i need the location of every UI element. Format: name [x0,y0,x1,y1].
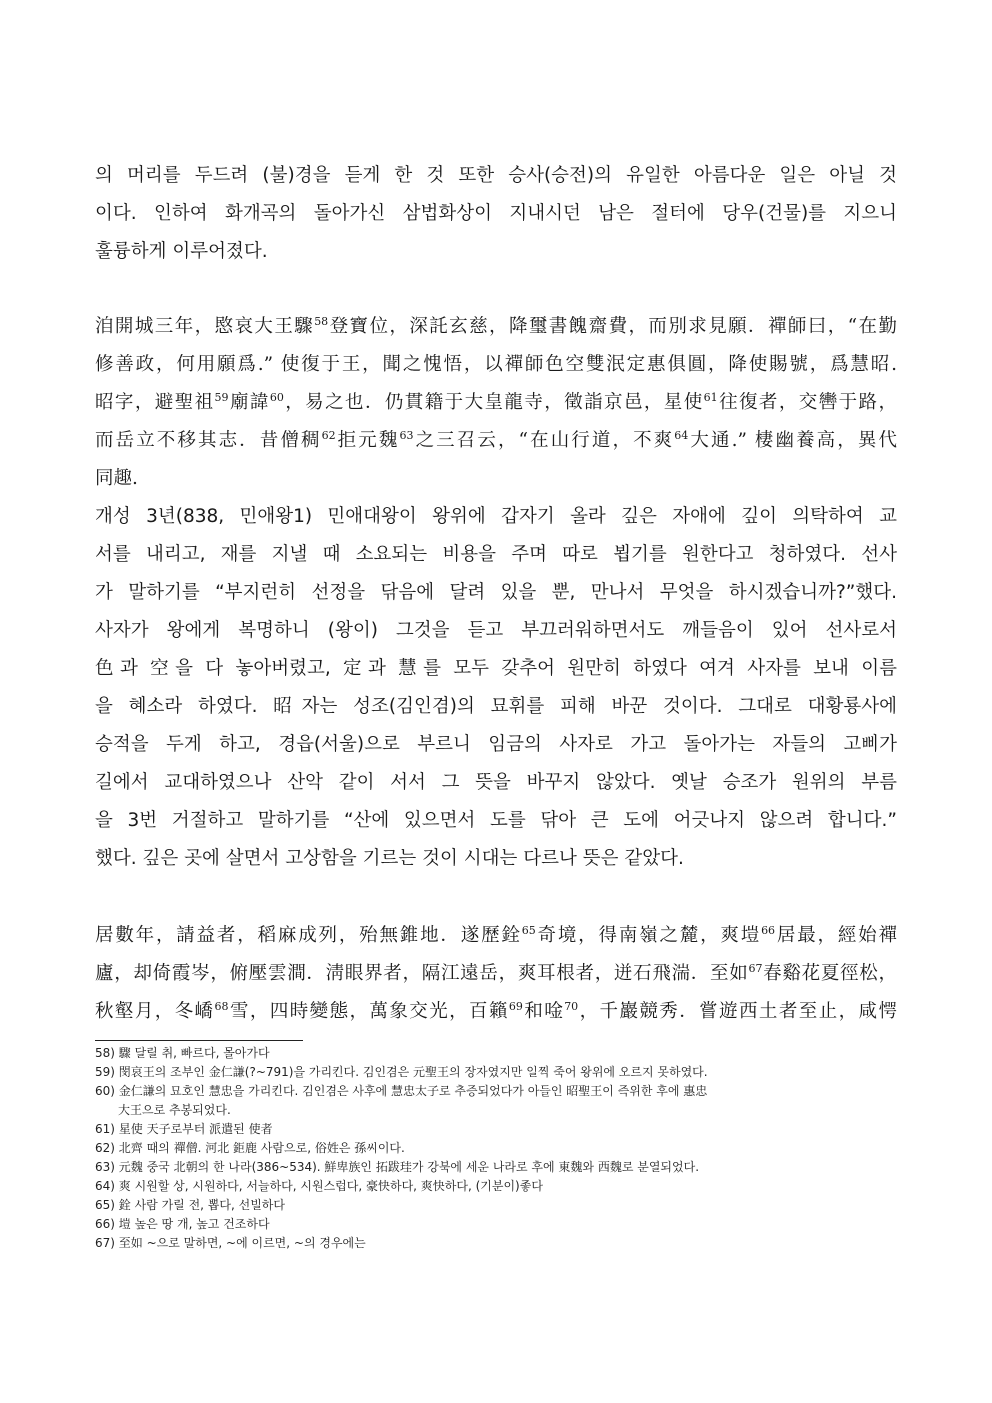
text-line [95,841,897,877]
line-text: 廟諱 [228,392,270,413]
line-text: 雪，四時變態，萬象交光，百籟 [228,1001,509,1022]
footnote: 59) 閔哀王의 조부인 金仁謙(?~791)을 가리킨다. 김인겸은 元聖王의 장자였지만 일찍 죽어 왕위에 오르지 못하였다. [95,1065,708,1079]
footnote-ref: 64 [674,429,689,442]
line-text: 春谿花夏徑松， [762,963,897,984]
line-text: ，易之也．仍貫籍于大皇龍寺，徵詣京邑，星使 [283,392,704,413]
text-line [95,727,897,763]
footnote-ref: 67 [748,962,763,975]
line-text: 奇境，得南嶺之麓，爽塏 [535,925,762,946]
text-line [95,803,897,839]
text-line [95,956,897,992]
text-line [95,918,897,954]
line-text: 을 혜소라 하였다. 昭자는 성조(김인겸)의 묘휘를 피해 바꾼 것이다. 그대로 대황룡사에 [95,696,897,717]
text-line [95,423,897,459]
line-text: 登寶位，深託玄慈，降璽書餽齋費，而別求見願．禪師曰，“在勤 [328,316,897,337]
footnote-ref: 66 [761,924,776,937]
line-text: 洎開城三年，愍哀大王驟 [95,316,315,337]
footnote: 58) 驟 달릴 취, 빠르다, 몰아가다 [95,1046,270,1060]
footnote: 66) 塏 높은 땅 개, 높고 건조하다 [95,1217,270,1231]
footnote: 63) 元魏 중국 北朝의 한 나라(386~534). 鮮卑族인 拓跋珪가 강북에 세운 나라로 후에 東魏와 西魏로 분열되었다. [95,1160,700,1174]
line-text: 拒元魏 [335,430,400,451]
footnote-continuation: 大王으로 추봉되었다. [118,1103,231,1117]
line-text: 居數年，請益者，稻麻成列，殆無錐地．遂歷銓 [95,925,522,946]
line-text: 개성 3년(838, 민애왕1) 민애대왕이 왕위에 갑자기 올라 깊은 자애에 깊이 의탁하여 교 [95,506,897,527]
text-line [95,158,897,194]
footnote: 64) 爽 시원할 상, 시원하다, 서늘하다, 시원스럽다, 豪快하다, 爽快하다, (기분이)좋다 [95,1179,543,1193]
footnote-separator [95,1040,303,1041]
line-text: 훌륭하게 이루어졌다. [95,241,268,262]
text-line [95,689,897,725]
footnote-ref: 63 [399,429,414,442]
line-text: 和唫 [522,1001,565,1022]
line-text: 의 머리를 두드려 (불)경을 듣게 한 것 또한 승사(승전)의 유일한 아름다운 일은 아닐 것 [95,165,897,186]
text-line [95,385,897,421]
text-line [95,499,897,535]
line-text: 居最，經始禪 [775,925,897,946]
line-text: 서를 내리고, 재를 지낼 때 소요되는 비용을 주며 따로 뵙기를 원한다고 청하였다. 선사 [95,544,897,565]
line-text: 同趣. [95,468,138,489]
text-line [95,537,897,573]
footnote-ref: 69 [508,1000,523,1013]
line-text: 廬，却倚霞岑，俯壓雲澗．淸眼界者，隔江遠岳，爽耳根者，迸石飛湍．至如 [95,963,749,984]
footnote: 60) 金仁謙의 묘호인 慧忠을 가리킨다. 김인겸은 사후에 慧忠太子로 추증되었다가 아들인 昭聖王이 즉위한 후에 惠忠 [95,1084,708,1098]
text-line [95,613,897,649]
line-text: 했다. 깊은 곳에 살면서 고상함을 기르는 것이 시대는 다르나 뜻은 같았다. [95,848,684,869]
footnote: 67) 至如 ~으로 말하면, ~에 이르면, ~의 경우에는 [95,1236,366,1250]
text-line [95,234,897,270]
line-text: 而岳立不移其志．昔僧稠 [95,430,322,451]
line-text: 往復者，交轡于路， [717,392,897,413]
footnote: 61) 星使 天子로부터 派遣된 使者 [95,1122,273,1136]
footnote-ref: 60 [269,391,284,404]
text-line [95,347,897,383]
text-line [95,994,897,1030]
footnote: 62) 北齊 때의 禪僧. 河北 鉅鹿 사람으로, 俗姓은 孫씨이다. [95,1141,405,1155]
line-text: ，千巖競秀．嘗遊西土者至止，咸愕 [578,1001,897,1022]
footnote-ref: 70 [564,1000,579,1013]
line-text: 色과 空을 다 놓아버렸고, 定과 慧를 모두 갖추어 원만히 하였다 여겨 사자를 보내 이름 [95,658,897,679]
text-line [95,765,897,801]
text-line [95,461,897,497]
line-text: 을 3번 거절하고 말하기를 “산에 있으면서 도를 닦아 큰 도에 어긋나지 않으려 합니다.” [95,810,897,831]
line-text: 이다. 인하여 화개곡의 돌아가신 삼법화상이 지내시던 남은 절터에 당우(건물)를 지으니 [95,203,897,224]
footnote: 65) 銓 사람 가릴 전, 뽑다, 선빌하다 [95,1198,285,1212]
text-line [95,575,897,611]
line-text: 秋壑月，冬嶠 [95,1001,215,1022]
footnote-ref: 68 [214,1000,229,1013]
footnote-ref: 61 [703,391,718,404]
line-text: 大通.” 棲幽養高，異代 [688,430,897,451]
footnote-ref: 58 [314,315,329,328]
text-line [95,651,897,687]
text-line [95,309,897,345]
footnote-ref: 62 [321,429,336,442]
line-text: 가 말하기를 “부지런히 선정을 닦음에 달려 있을 뿐, 만나서 무엇을 하시겠습니까?”했다. [95,582,897,603]
line-text: 사자가 왕에게 복명하니 (왕이) 그것을 듣고 부끄러워하면서도 깨들음이 있어 선사로서 [95,620,897,641]
line-text: 之三召云，“在山行道，不爽 [413,430,675,451]
line-text: 승적을 두게 하고, 경읍(서울)으로 부르니 임금의 사자로 가고 돌아가는 자들의 고삐가 [95,734,897,755]
line-text: 昭字，避聖祖 [95,392,215,413]
footnote-ref: 59 [214,391,229,404]
line-text: 길에서 교대하였으나 산악 같이 서서 그 뜻을 바꾸지 않았다. 옛날 승조가 원위의 부름 [95,772,897,793]
line-text: 修善政，何用願爲.” 使復于王，聞之愧悟，以禪師色空雙泯定惠俱圓，降使賜號，爲慧昭. [95,354,897,375]
text-line [95,196,897,232]
footnote-ref: 65 [521,924,536,937]
